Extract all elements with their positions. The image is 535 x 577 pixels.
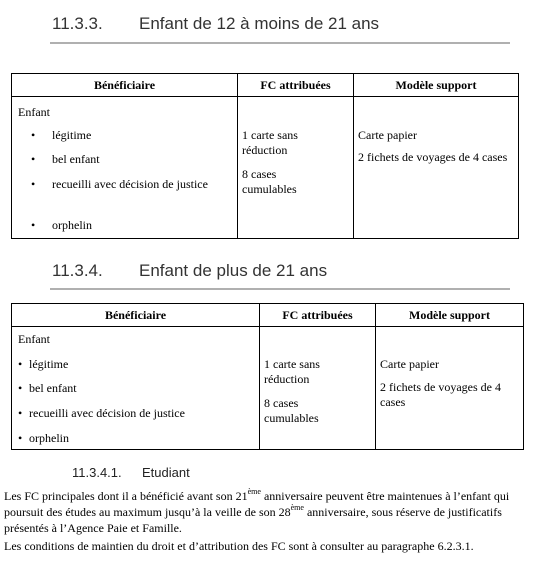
section-number: 11.3.4. xyxy=(52,261,103,280)
fc-table-21-plus xyxy=(11,303,524,450)
body-paragraph xyxy=(4,538,524,554)
bullet-icon: • xyxy=(31,218,36,232)
bullet-icon: • xyxy=(18,406,23,420)
paragraph-text: Les FC principales dont il a bénéficié avant son 21 xyxy=(4,489,248,503)
support-line: Carte papier xyxy=(380,357,439,371)
fc-line: 1 carte sans réduction xyxy=(264,357,320,386)
section-number: 11.3.3. xyxy=(52,14,103,33)
bullet-icon: • xyxy=(31,177,36,191)
subsection-number: 11.3.4.1. xyxy=(72,465,122,480)
fc-table-12-21 xyxy=(11,73,519,239)
table-header-row xyxy=(12,74,519,97)
paragraph-text: anniversaire, sous réserve de justificatifs présentés à l’Agence Paie et Famille. xyxy=(4,505,502,535)
support-cell xyxy=(354,97,519,239)
support-line: Carte papier xyxy=(358,128,417,142)
paragraph-text: anniversaire peuvent être maintenues à l’enfant qui poursuit des études au maximum jusqu’à la veille de son 28 xyxy=(4,489,510,519)
column-header-fc-attribuees: FC attribuées xyxy=(260,304,376,327)
beneficiary-item: recueilli avec décision de justice xyxy=(52,177,208,191)
beneficiary-item: légitime xyxy=(29,357,69,371)
beneficiary-item: orphelin xyxy=(29,431,69,445)
beneficiary-item: bel enfant xyxy=(29,381,77,395)
bullet-icon: • xyxy=(18,431,23,445)
support-line: 2 fichets de voyages de 4 cases xyxy=(358,150,508,164)
column-header-modele-support: Modèle support xyxy=(354,74,519,97)
beneficiary-cell xyxy=(12,327,260,450)
fc-cell xyxy=(260,327,376,450)
fc-line: 8 cases cumulables xyxy=(242,167,297,196)
beneficiary-item: orphelin xyxy=(52,218,92,232)
beneficiary-item: bel enfant xyxy=(52,152,100,166)
section-title: Enfant de plus de 21 ans xyxy=(139,261,328,280)
support-cell xyxy=(376,327,524,450)
section-title: Enfant de 12 à moins de 21 ans xyxy=(139,14,380,33)
bullet-icon: • xyxy=(31,152,36,166)
ordinal-superscript: ème xyxy=(247,487,261,496)
subsection-title: Etudiant xyxy=(142,465,190,480)
bullet-icon: • xyxy=(31,128,36,142)
fc-line: 8 cases cumulables xyxy=(264,396,319,425)
bullet-icon: • xyxy=(18,381,23,395)
paragraph-text: Les conditions de maintien du droit et d’attribution des FC sont à consulter au paragraphe 6.2.3.1. xyxy=(4,539,474,553)
subsection-heading xyxy=(72,465,272,483)
beneficiary-item: légitime xyxy=(52,128,92,142)
heading-underline xyxy=(50,42,510,44)
beneficiary-title: Enfant xyxy=(18,332,50,346)
fc-cell xyxy=(238,97,354,239)
column-header-beneficiaire: Bénéficiaire xyxy=(12,74,238,97)
table-row xyxy=(12,327,524,450)
column-header-fc-attribuees: FC attribuées xyxy=(238,74,354,97)
heading-underline xyxy=(50,288,510,290)
table-header-row xyxy=(12,304,524,327)
column-header-beneficiaire: Bénéficiaire xyxy=(12,304,260,327)
ordinal-superscript: ème xyxy=(290,503,304,512)
fc-line: 1 carte sans réduction xyxy=(242,128,298,157)
body-paragraph xyxy=(4,488,524,536)
beneficiary-title: Enfant xyxy=(18,105,50,119)
section-heading-11-3-4 xyxy=(52,261,512,283)
section-heading-11-3-3 xyxy=(52,14,512,36)
bullet-icon: • xyxy=(18,357,23,371)
table-row xyxy=(12,97,519,239)
column-header-modele-support: Modèle support xyxy=(376,304,524,327)
support-line: 2 fichets de voyages de 4 cases xyxy=(380,380,501,409)
beneficiary-cell xyxy=(12,97,238,239)
beneficiary-item: recueilli avec décision de justice xyxy=(29,406,185,420)
